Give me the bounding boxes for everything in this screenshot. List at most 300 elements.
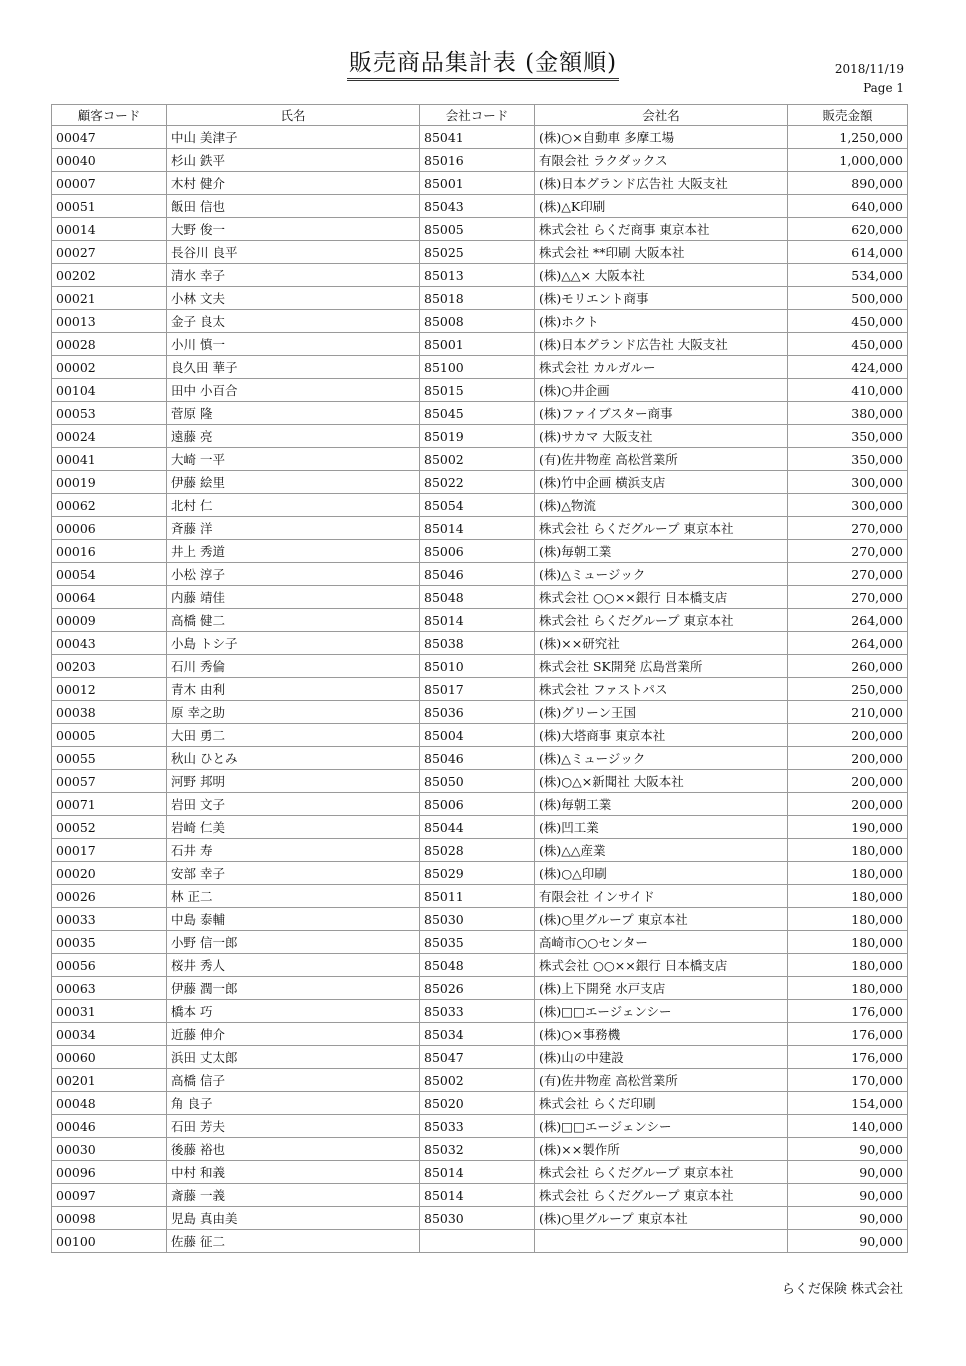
sales-amount-cell: 176,000	[788, 1000, 908, 1023]
company-code-cell: 85034	[420, 1023, 535, 1046]
company-code-cell: 85018	[420, 287, 535, 310]
sales-amount-cell: 270,000	[788, 540, 908, 563]
sales-amount-cell: 180,000	[788, 862, 908, 885]
table-row	[52, 701, 908, 724]
customer-name-cell: 安部 幸子	[167, 862, 420, 885]
table-row	[52, 195, 908, 218]
company-name-cell	[535, 1230, 788, 1253]
company-code-cell: 85041	[420, 126, 535, 149]
customer-name-cell: 良久田 華子	[167, 356, 420, 379]
customer-name-cell: 遠藤 亮	[167, 425, 420, 448]
company-name-cell: (株)△物流	[535, 494, 788, 517]
table-row	[52, 218, 908, 241]
customer-name-cell: 児島 真由美	[167, 1207, 420, 1230]
page-number: Page 1	[863, 81, 904, 95]
company-name-cell: (株)毎朝工業	[535, 540, 788, 563]
customer-name-cell: 中村 和義	[167, 1161, 420, 1184]
customer-name-cell: 木村 健介	[167, 172, 420, 195]
sales-amount-cell: 534,000	[788, 264, 908, 287]
sales-amount-cell: 620,000	[788, 218, 908, 241]
company-code-cell: 85100	[420, 356, 535, 379]
sales-table	[51, 104, 908, 1253]
sales-amount-cell: 90,000	[788, 1184, 908, 1207]
customer-name-cell: 後藤 裕也	[167, 1138, 420, 1161]
sales-amount-cell: 350,000	[788, 425, 908, 448]
company-name-cell: 株式会社 カルガルー	[535, 356, 788, 379]
customer-code-cell: 00203	[52, 655, 167, 678]
company-code-cell: 85020	[420, 1092, 535, 1115]
company-name-cell: (株)モリエント商事	[535, 287, 788, 310]
customer-code-cell: 00007	[52, 172, 167, 195]
customer-code-cell: 00002	[52, 356, 167, 379]
company-code-cell: 85026	[420, 977, 535, 1000]
customer-name-cell: 小島 トシ子	[167, 632, 420, 655]
customer-name-cell: 内藤 靖佳	[167, 586, 420, 609]
company-name-cell: (株)○△×新聞社 大阪本社	[535, 770, 788, 793]
sales-amount-cell: 1,250,000	[788, 126, 908, 149]
table-header-row	[52, 105, 908, 126]
sales-amount-cell: 180,000	[788, 977, 908, 1000]
company-name-cell: (株)○×自動車 多摩工場	[535, 126, 788, 149]
customer-code-cell: 00047	[52, 126, 167, 149]
company-code-cell: 85025	[420, 241, 535, 264]
table-row	[52, 1184, 908, 1207]
customer-name-cell: 林 正二	[167, 885, 420, 908]
company-name-cell: 株式会社 らくだグループ 東京本社	[535, 517, 788, 540]
company-code-cell: 85014	[420, 1161, 535, 1184]
sales-amount-cell: 170,000	[788, 1069, 908, 1092]
company-code-cell: 85048	[420, 586, 535, 609]
sales-amount-cell: 300,000	[788, 471, 908, 494]
company-code-cell: 85013	[420, 264, 535, 287]
company-name-cell: (株)□□エージェンシー	[535, 1115, 788, 1138]
customer-name-cell: 大崎 一平	[167, 448, 420, 471]
sales-amount-cell: 640,000	[788, 195, 908, 218]
company-code-cell: 85015	[420, 379, 535, 402]
sales-amount-cell: 90,000	[788, 1230, 908, 1253]
customer-code-cell: 00009	[52, 609, 167, 632]
company-code-cell: 85002	[420, 1069, 535, 1092]
table-row	[52, 264, 908, 287]
company-name-cell: 株式会社 らくだ印刷	[535, 1092, 788, 1115]
company-name-cell: (株)凹工業	[535, 816, 788, 839]
sales-amount-cell: 176,000	[788, 1023, 908, 1046]
company-name-cell: (株)○井企画	[535, 379, 788, 402]
sales-amount-cell: 264,000	[788, 609, 908, 632]
company-code-cell: 85050	[420, 770, 535, 793]
table-row	[52, 1023, 908, 1046]
customer-name-cell: 中山 美津子	[167, 126, 420, 149]
sales-amount-cell: 300,000	[788, 494, 908, 517]
company-code-cell: 85016	[420, 149, 535, 172]
customer-name-cell: 橋本 巧	[167, 1000, 420, 1023]
table-row	[52, 1000, 908, 1023]
customer-code-cell: 00028	[52, 333, 167, 356]
company-code-cell: 85028	[420, 839, 535, 862]
company-name-cell: (株)△△× 大阪本社	[535, 264, 788, 287]
customer-code-cell: 00071	[52, 793, 167, 816]
table-row	[52, 287, 908, 310]
customer-code-cell: 00052	[52, 816, 167, 839]
customer-code-cell: 00104	[52, 379, 167, 402]
sales-amount-cell: 90,000	[788, 1207, 908, 1230]
customer-name-cell: 岩崎 仁美	[167, 816, 420, 839]
table-row	[52, 1207, 908, 1230]
company-code-cell: 85002	[420, 448, 535, 471]
company-name-cell: (株)○里グループ 東京本社	[535, 1207, 788, 1230]
customer-name-cell: 清水 幸子	[167, 264, 420, 287]
company-name-cell: (株)○△印刷	[535, 862, 788, 885]
customer-code-cell: 00017	[52, 839, 167, 862]
company-code-cell: 85054	[420, 494, 535, 517]
sales-amount-cell: 890,000	[788, 172, 908, 195]
table-row	[52, 471, 908, 494]
table-row	[52, 356, 908, 379]
customer-name-cell: 石川 秀倫	[167, 655, 420, 678]
table-row	[52, 609, 908, 632]
table-row	[52, 747, 908, 770]
customer-code-cell: 00038	[52, 701, 167, 724]
customer-code-cell: 00024	[52, 425, 167, 448]
sales-amount-cell: 90,000	[788, 1138, 908, 1161]
table-row	[52, 724, 908, 747]
customer-name-cell: 田中 小百合	[167, 379, 420, 402]
company-code-cell: 85043	[420, 195, 535, 218]
company-code-cell: 85010	[420, 655, 535, 678]
customer-code-cell: 00057	[52, 770, 167, 793]
customer-code-cell: 00098	[52, 1207, 167, 1230]
company-name-cell: (株)ホクト	[535, 310, 788, 333]
sales-amount-cell: 140,000	[788, 1115, 908, 1138]
customer-name-cell: 小松 淳子	[167, 563, 420, 586]
company-name-cell: 株式会社 **印刷 大阪本社	[535, 241, 788, 264]
table-row	[52, 586, 908, 609]
company-name-cell: (有)佐井物産 高松営業所	[535, 1069, 788, 1092]
sales-amount-cell: 264,000	[788, 632, 908, 655]
company-name-cell: 高崎市○○センター	[535, 931, 788, 954]
company-name-cell: (株)△ミュージック	[535, 747, 788, 770]
customer-code-cell: 00041	[52, 448, 167, 471]
table-row	[52, 540, 908, 563]
company-code-cell: 85033	[420, 1115, 535, 1138]
company-code-cell: 85004	[420, 724, 535, 747]
company-code-cell: 85029	[420, 862, 535, 885]
table-row	[52, 1161, 908, 1184]
customer-code-cell: 00055	[52, 747, 167, 770]
sales-amount-cell: 260,000	[788, 655, 908, 678]
sales-amount-cell: 200,000	[788, 724, 908, 747]
company-code-cell: 85006	[420, 793, 535, 816]
sales-amount-cell: 200,000	[788, 747, 908, 770]
customer-name-cell: 原 幸之助	[167, 701, 420, 724]
company-code-cell: 85001	[420, 333, 535, 356]
table-row	[52, 977, 908, 1000]
customer-name-cell: 飯田 信也	[167, 195, 420, 218]
table-row	[52, 632, 908, 655]
table-row	[52, 241, 908, 264]
customer-code-cell: 00100	[52, 1230, 167, 1253]
sales-amount-cell: 270,000	[788, 563, 908, 586]
company-code-cell: 85001	[420, 172, 535, 195]
company-code-cell: 85048	[420, 954, 535, 977]
customer-code-cell: 00033	[52, 908, 167, 931]
company-code-cell: 85014	[420, 1184, 535, 1207]
table-row	[52, 770, 908, 793]
customer-name-cell: 浜田 丈太郎	[167, 1046, 420, 1069]
sales-amount-cell: 180,000	[788, 954, 908, 977]
customer-name-cell: 佐藤 征二	[167, 1230, 420, 1253]
customer-name-cell: 近藤 伸介	[167, 1023, 420, 1046]
customer-code-cell: 00046	[52, 1115, 167, 1138]
sales-amount-cell: 450,000	[788, 310, 908, 333]
customer-name-cell: 金子 良太	[167, 310, 420, 333]
company-code-cell: 85011	[420, 885, 535, 908]
customer-code-cell: 00202	[52, 264, 167, 287]
company-code-cell: 85030	[420, 1207, 535, 1230]
company-name-cell: (株)△K印刷	[535, 195, 788, 218]
table-row	[52, 862, 908, 885]
sales-amount-cell: 270,000	[788, 517, 908, 540]
sales-amount-cell: 350,000	[788, 448, 908, 471]
table-row	[52, 1069, 908, 1092]
sales-amount-cell: 180,000	[788, 908, 908, 931]
customer-name-cell: 菅原 隆	[167, 402, 420, 425]
table-row	[52, 1115, 908, 1138]
table-row	[52, 1138, 908, 1161]
customer-code-cell: 00051	[52, 195, 167, 218]
customer-name-cell: 桜井 秀人	[167, 954, 420, 977]
customer-name-cell: 伊藤 絵里	[167, 471, 420, 494]
company-name-cell: 株式会社 ファストパス	[535, 678, 788, 701]
company-code-cell: 85014	[420, 609, 535, 632]
customer-name-cell: 秋山 ひとみ	[167, 747, 420, 770]
sales-amount-cell: 424,000	[788, 356, 908, 379]
table-row	[52, 954, 908, 977]
table-row	[52, 448, 908, 471]
customer-code-cell: 00063	[52, 977, 167, 1000]
company-name-cell: (株)サカマ 大阪支社	[535, 425, 788, 448]
company-name-cell: 株式会社 SK開発 広島営業所	[535, 655, 788, 678]
table-row	[52, 126, 908, 149]
customer-name-cell: 岩田 文子	[167, 793, 420, 816]
table-row	[52, 172, 908, 195]
company-name-cell: 株式会社 らくだグループ 東京本社	[535, 1161, 788, 1184]
col-header-name: 氏名	[167, 105, 420, 126]
customer-code-cell: 00005	[52, 724, 167, 747]
table-row	[52, 1230, 908, 1253]
sales-amount-cell: 200,000	[788, 770, 908, 793]
table-row	[52, 931, 908, 954]
table-row	[52, 494, 908, 517]
company-name-cell: (株)△ミュージック	[535, 563, 788, 586]
customer-name-cell: 河野 邦明	[167, 770, 420, 793]
sales-amount-cell: 210,000	[788, 701, 908, 724]
customer-name-cell: 小野 信一郎	[167, 931, 420, 954]
customer-code-cell: 00034	[52, 1023, 167, 1046]
table-body	[52, 126, 908, 1253]
company-name-cell: (株)日本グランド広告社 大阪支社	[535, 172, 788, 195]
customer-code-cell: 00013	[52, 310, 167, 333]
customer-code-cell: 00035	[52, 931, 167, 954]
table-row	[52, 402, 908, 425]
company-name-cell: (株)上下開発 水戸支店	[535, 977, 788, 1000]
company-name-cell: 株式会社 らくだ商事 東京本社	[535, 218, 788, 241]
company-code-cell: 85036	[420, 701, 535, 724]
report-title	[0, 44, 966, 81]
customer-code-cell: 00201	[52, 1069, 167, 1092]
customer-name-cell: 石田 芳夫	[167, 1115, 420, 1138]
company-name-cell: 株式会社 らくだグループ 東京本社	[535, 1184, 788, 1207]
customer-name-cell: 斎藤 一義	[167, 1184, 420, 1207]
footer-company: らくだ保険 株式会社	[781, 1282, 903, 1297]
customer-code-cell: 00056	[52, 954, 167, 977]
company-name-cell: 株式会社 らくだグループ 東京本社	[535, 609, 788, 632]
customer-code-cell: 00054	[52, 563, 167, 586]
sales-amount-cell: 176,000	[788, 1046, 908, 1069]
table-row	[52, 425, 908, 448]
company-code-cell: 85047	[420, 1046, 535, 1069]
customer-name-cell: 高橋 健二	[167, 609, 420, 632]
customer-name-cell: 石井 寿	[167, 839, 420, 862]
company-name-cell: (株)××研究社	[535, 632, 788, 655]
company-code-cell: 85014	[420, 517, 535, 540]
customer-name-cell: 大野 俊一	[167, 218, 420, 241]
company-name-cell: (株)××製作所	[535, 1138, 788, 1161]
customer-code-cell: 00030	[52, 1138, 167, 1161]
customer-code-cell: 00014	[52, 218, 167, 241]
col-header-customer-code: 顧客コード	[52, 105, 167, 126]
company-code-cell: 85038	[420, 632, 535, 655]
table-row	[52, 149, 908, 172]
table-row	[52, 655, 908, 678]
customer-code-cell: 00062	[52, 494, 167, 517]
company-code-cell: 85017	[420, 678, 535, 701]
customer-code-cell: 00064	[52, 586, 167, 609]
sales-amount-cell: 500,000	[788, 287, 908, 310]
table-row	[52, 563, 908, 586]
col-header-company-code: 会社コード	[420, 105, 535, 126]
customer-code-cell: 00060	[52, 1046, 167, 1069]
customer-name-cell: 斉藤 洋	[167, 517, 420, 540]
company-name-cell: 株式会社 ○○××銀行 日本橋支店	[535, 586, 788, 609]
company-name-cell: (株)山の中建設	[535, 1046, 788, 1069]
table-row	[52, 793, 908, 816]
customer-name-cell: 長谷川 良平	[167, 241, 420, 264]
customer-code-cell: 00006	[52, 517, 167, 540]
sales-amount-cell: 410,000	[788, 379, 908, 402]
company-code-cell: 85006	[420, 540, 535, 563]
col-header-sales-amount: 販売金額	[788, 105, 908, 126]
table-row	[52, 379, 908, 402]
company-code-cell: 85045	[420, 402, 535, 425]
company-code-cell: 85030	[420, 908, 535, 931]
sales-amount-cell: 180,000	[788, 885, 908, 908]
company-code-cell: 85008	[420, 310, 535, 333]
company-name-cell: (有)佐井物産 高松営業所	[535, 448, 788, 471]
report-date: 2018/11/19	[834, 62, 904, 76]
customer-code-cell: 00096	[52, 1161, 167, 1184]
company-code-cell: 85035	[420, 931, 535, 954]
company-name-cell: (株)日本グランド広告社 大阪支社	[535, 333, 788, 356]
customer-name-cell: 角 良子	[167, 1092, 420, 1115]
table-row	[52, 885, 908, 908]
sales-amount-cell: 614,000	[788, 241, 908, 264]
table-row	[52, 908, 908, 931]
company-name-cell: (株)グリーン王国	[535, 701, 788, 724]
customer-name-cell: 杉山 鉄平	[167, 149, 420, 172]
customer-code-cell: 00020	[52, 862, 167, 885]
customer-code-cell: 00026	[52, 885, 167, 908]
report-meta	[835, 60, 904, 98]
company-code-cell: 85005	[420, 218, 535, 241]
customer-code-cell: 00016	[52, 540, 167, 563]
customer-name-cell: 高橋 信子	[167, 1069, 420, 1092]
table-row	[52, 1046, 908, 1069]
customer-name-cell: 井上 秀道	[167, 540, 420, 563]
company-code-cell: 85022	[420, 471, 535, 494]
company-code-cell: 85044	[420, 816, 535, 839]
customer-code-cell: 00031	[52, 1000, 167, 1023]
customer-code-cell: 00097	[52, 1184, 167, 1207]
customer-name-cell: 中島 泰輔	[167, 908, 420, 931]
sales-amount-cell: 180,000	[788, 839, 908, 862]
company-name-cell: (株)○×事務機	[535, 1023, 788, 1046]
sales-amount-cell: 90,000	[788, 1161, 908, 1184]
col-header-company-name: 会社名	[535, 105, 788, 126]
customer-code-cell: 00027	[52, 241, 167, 264]
company-code-cell: 85019	[420, 425, 535, 448]
company-code-cell: 85046	[420, 747, 535, 770]
sales-amount-cell: 190,000	[788, 816, 908, 839]
sales-amount-cell: 250,000	[788, 678, 908, 701]
company-name-cell: (株)ファイブスター商事	[535, 402, 788, 425]
customer-name-cell: 青木 由利	[167, 678, 420, 701]
customer-name-cell: 大田 勇二	[167, 724, 420, 747]
customer-code-cell: 00043	[52, 632, 167, 655]
customer-name-cell: 伊藤 潤一郎	[167, 977, 420, 1000]
company-name-cell: (株)□□エージェンシー	[535, 1000, 788, 1023]
company-name-cell: 有限会社 ラクダックス	[535, 149, 788, 172]
report-title-text: 販売商品集計表 (金額順)	[347, 44, 619, 81]
customer-code-cell: 00053	[52, 402, 167, 425]
table-row	[52, 816, 908, 839]
table-row	[52, 333, 908, 356]
company-name-cell: (株)竹中企画 横浜支店	[535, 471, 788, 494]
company-name-cell: (株)○里グループ 東京本社	[535, 908, 788, 931]
company-name-cell: (株)△△産業	[535, 839, 788, 862]
customer-code-cell: 00040	[52, 149, 167, 172]
sales-amount-cell: 200,000	[788, 793, 908, 816]
company-name-cell: 株式会社 ○○××銀行 日本橋支店	[535, 954, 788, 977]
sales-amount-cell: 180,000	[788, 931, 908, 954]
company-name-cell: 有限会社 インサイド	[535, 885, 788, 908]
sales-amount-cell: 450,000	[788, 333, 908, 356]
sales-amount-cell: 1,000,000	[788, 149, 908, 172]
table-row	[52, 678, 908, 701]
company-code-cell: 85033	[420, 1000, 535, 1023]
company-code-cell: 85032	[420, 1138, 535, 1161]
table-row	[52, 1092, 908, 1115]
company-code-cell: 85046	[420, 563, 535, 586]
sales-amount-cell: 154,000	[788, 1092, 908, 1115]
company-name-cell: (株)毎朝工業	[535, 793, 788, 816]
customer-name-cell: 小川 慎一	[167, 333, 420, 356]
table-row	[52, 310, 908, 333]
customer-code-cell: 00021	[52, 287, 167, 310]
sales-amount-cell: 380,000	[788, 402, 908, 425]
sales-amount-cell: 270,000	[788, 586, 908, 609]
customer-code-cell: 00012	[52, 678, 167, 701]
